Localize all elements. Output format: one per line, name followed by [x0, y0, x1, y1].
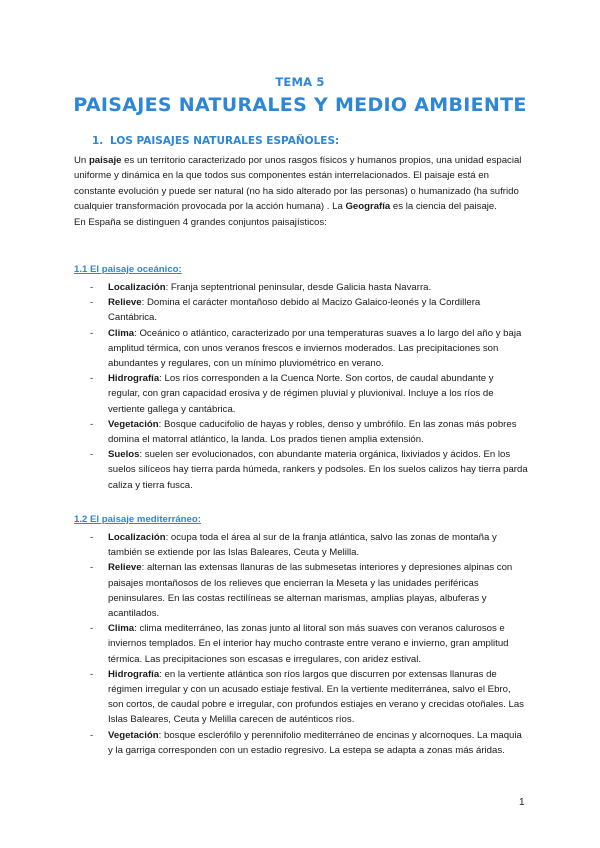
dash-bullet-icon: -: [90, 327, 94, 339]
item-label: Relieve: [108, 297, 142, 309]
dash-bullet-icon: -: [90, 562, 94, 574]
section-title: LOS PAISAJES NATURALES ESPAÑOLES:: [110, 135, 340, 147]
list-item: [74, 447, 528, 493]
dash-bullet-icon: -: [90, 623, 94, 635]
intro-paragraph: En España se distinguen 4 grandes conjuntos paisajísticos:: [74, 216, 327, 228]
item-label: Suelos: [108, 449, 140, 461]
tema-label: TEMA 5: [275, 75, 325, 89]
dash-bullet-icon: -: [90, 282, 94, 293]
subheading-mediterraneo: 1.2 El paisaje mediterráneo:: [74, 514, 201, 525]
page-title: PAISAJES NATURALES Y MEDIO AMBIENTE: [73, 94, 527, 116]
dash-bullet-icon: -: [90, 373, 94, 385]
dash-bullet-icon: -: [90, 418, 94, 430]
list-item: [74, 417, 528, 447]
intro-text-part: es la ciencia del paisaje.: [390, 201, 497, 213]
list-item: [74, 371, 528, 417]
item-text: : Domina el carácter montañoso debido al Macizo Galaico-leonés y la Cordillera Cantábrica.: [108, 297, 481, 324]
section-heading: [92, 135, 339, 147]
item-text: : Bosque caducifolio de hayas y robles, denso y umbrófilo. En las zonas más pobres domina el matorral atlántico, la landa. Los prados tienen amplia extensión.: [108, 418, 517, 446]
item-text: : Oceánico o atlántico, caracterizado por una temperaturas suaves a lo largo del año y baja amplitud térmica, con unos veranos frescos e inviernos moderados. Las precipitaciones son abundantes y regulares, con un mínimo pluviométrico en verano.: [108, 327, 522, 370]
section-number: 1.: [92, 135, 104, 147]
item-text: : ocupa toda el área al sur de la franja atlántica, salvo las zonas de montaña y también se extiende por las Islas Baleares, Ceuta y Melilla.: [108, 532, 497, 559]
list-item: [74, 560, 528, 621]
list-item: [74, 621, 528, 667]
dash-bullet-icon: -: [90, 668, 94, 680]
item-text: : Franja septentrional peninsular, desde Galicia hasta Navarra.: [165, 282, 432, 293]
item-label: Hidrografía: [108, 668, 160, 680]
intro-text-part: Un: [74, 155, 89, 166]
intro-bold-term: Geografía: [345, 201, 391, 213]
intro-text-part: es un territorio caracterizado por unos rasgos físicos y humanos propios, una unidad espacial uniforme y dinámica en la que todos sus componentes están interrelacionados. El paisaje está en constante evolución y puede ser natural (no ha sido alterado por las personas) o humanizado (ha sufrido cualquier transformación provocada por la acción humana) . La: [74, 155, 522, 213]
list-item: [74, 530, 528, 560]
dash-bullet-icon: -: [90, 449, 94, 461]
item-label: Localización: [108, 532, 166, 543]
item-label: Vegetación: [108, 729, 159, 741]
list-mediterraneo: [74, 530, 528, 758]
item-text: : en la vertiente atlántica son ríos largos que discurren por extensas llanuras de régimen irregular y con un acusado estiaje festival. En la vertiente mediterránea, salvo el Ebro, son cortos, de caudal pobre e irregular, con profundos estiajes en verano y crecidas otoñales. Las Islas Baleares, Ceuta y Melilla carecen de auténticos ríos.: [108, 668, 524, 726]
list-item: [74, 326, 528, 372]
intro-paragraph: [74, 153, 528, 215]
subheading-oceanico: 1.1 El paisaje oceánico:: [74, 264, 182, 275]
list-item: [74, 295, 528, 325]
intro-text: [74, 153, 528, 230]
list-item: [74, 667, 528, 728]
item-label: Localización: [108, 282, 166, 293]
dash-bullet-icon: -: [90, 532, 94, 543]
intro-bold-term: paisaje: [88, 155, 122, 166]
dash-bullet-icon: -: [90, 729, 94, 741]
item-text: : suelen ser evolucionados, con abundante materia orgánica, lixiviados y ácidos. En los suelos silíceos hay tierra parda húmeda, rankers y podsoles. En los suelos calizos hay tierra parda caliza y tierra fusca.: [108, 449, 528, 491]
item-text: : bosque esclerófilo y perennifolio mediterráneo de encinas y alcornoques. La maquia y la garriga corresponden con un estadio regresivo. La estepa se adapta a zonas más áridas.: [108, 729, 522, 756]
list-oceanico: [74, 280, 528, 493]
list-item: [74, 728, 528, 758]
item-text: : Los ríos corresponden a la Cuenca Norte. Son cortos, de caudal abundante y regular, con gran capacidad erosiva y de régimen pluvial y pluvionival. Incluye a los ríos de vertiente gallega y cantábrica.: [108, 373, 494, 415]
item-label: Clima: [108, 327, 135, 339]
item-label: Hidrografía: [108, 373, 160, 385]
item-text: : clima mediterráneo, las zonas junto al litoral son más suaves con veranos calurosos e inviernos templados. En el interior hay mucho contraste entre verano e invierno, gran amplitud térmica. Las precipitaciones son escasas e irregulares, con aridez estival.: [108, 623, 509, 665]
item-label: Clima: [108, 623, 135, 635]
item-text: : alternan las extensas llanuras de las submesetas interiores y depresiones alpinas con paisajes montañosos de los relieves que encierran la Meseta y las unidades periféricas peninsulares. En las costas rectilíneas se alternan marismas, amplias playas, albuferas y acantilados.: [108, 562, 513, 620]
item-label: Relieve: [108, 562, 142, 574]
page-number: 1: [519, 797, 525, 808]
list-item: [74, 280, 528, 295]
item-label: Vegetación: [108, 418, 159, 430]
dash-bullet-icon: -: [90, 297, 94, 309]
